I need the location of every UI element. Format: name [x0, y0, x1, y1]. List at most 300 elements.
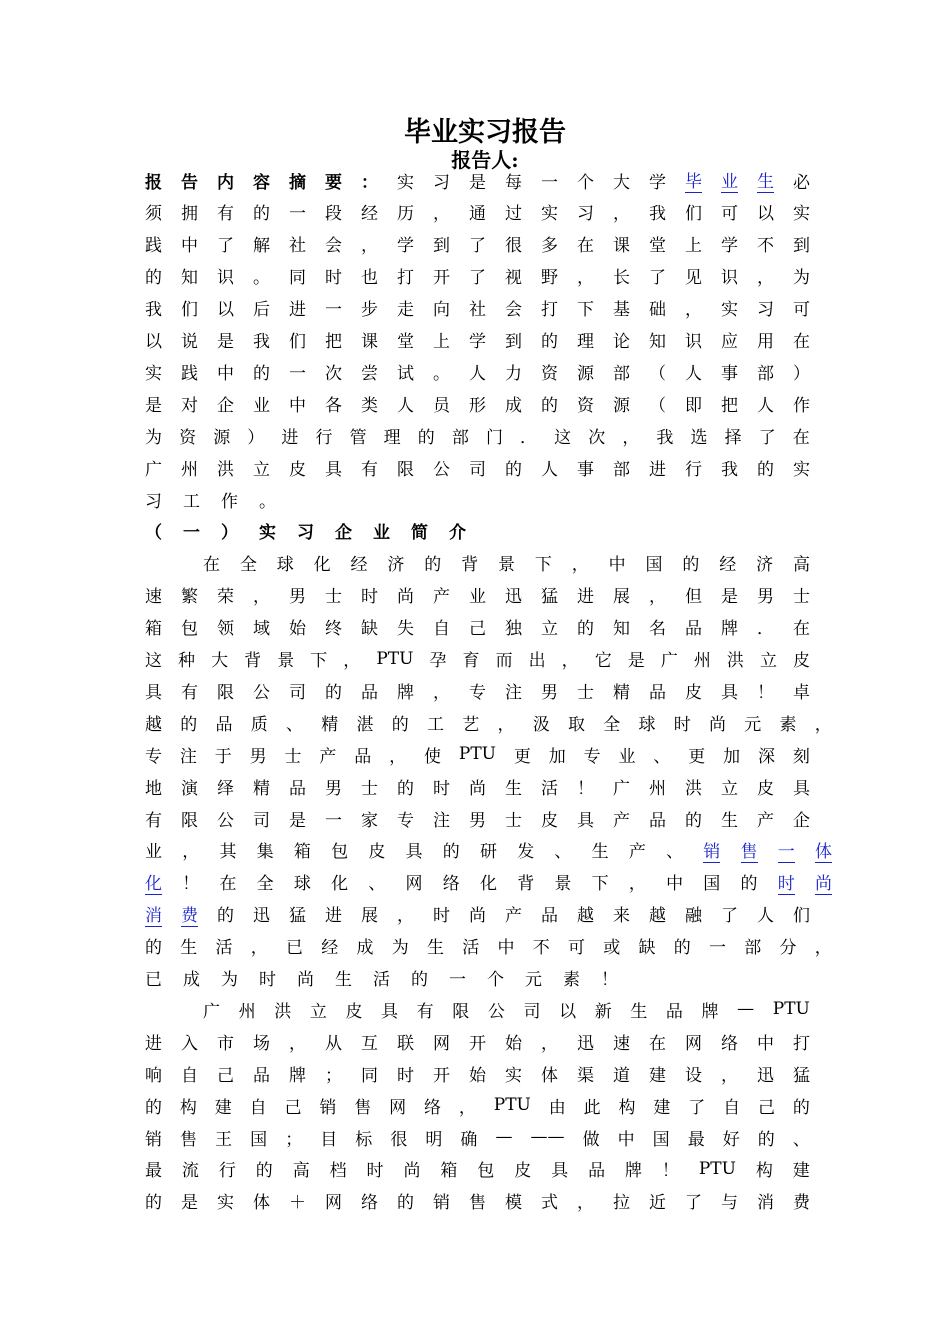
text-char: 猛	[541, 587, 558, 608]
text-char: 演	[181, 778, 198, 799]
text-char: 网	[325, 1193, 342, 1214]
text-char: 到	[433, 236, 450, 257]
text-char: 产	[319, 746, 337, 767]
text-char: 中	[757, 1033, 774, 1054]
hyperlink-char[interactable]: 时	[778, 869, 795, 895]
text-char: 实	[217, 1193, 234, 1214]
text-char: 高	[292, 1161, 310, 1182]
hyperlink-char[interactable]: 尚	[815, 869, 832, 895]
text-char: 野	[541, 268, 558, 289]
hyperlink-char[interactable]: 销	[703, 837, 720, 863]
text-char: 王	[215, 1129, 233, 1150]
text-char: 员	[433, 395, 450, 416]
text-char: ，	[361, 236, 378, 257]
text-char: 见	[685, 268, 702, 289]
text-char: 更	[513, 746, 531, 767]
text-char: 是	[181, 1193, 198, 1214]
text-char: 力	[505, 363, 522, 384]
text-char: 一	[449, 970, 466, 990]
text-char: 终	[325, 619, 342, 640]
text-char: 中	[289, 395, 306, 416]
text-char: 其	[219, 842, 237, 863]
text-char: 展	[361, 906, 378, 927]
text-char: 自	[181, 1065, 198, 1086]
text-char: 在	[649, 1033, 666, 1054]
text-char: 识	[721, 268, 738, 289]
text-char: 男	[249, 746, 267, 767]
text-char: 一	[183, 523, 200, 544]
text-char: 可	[721, 204, 738, 225]
text-char: 会	[505, 300, 522, 321]
text-char: 迅	[757, 1065, 774, 1086]
text-char: PTU	[458, 744, 496, 765]
text-char: 的	[253, 204, 270, 225]
text-char: 有	[145, 810, 162, 831]
text-char: 发	[517, 842, 535, 863]
text-char: 实	[505, 1065, 522, 1086]
text-line	[145, 1057, 810, 1089]
text-char: 迅	[253, 906, 270, 927]
text-char: 品	[215, 714, 233, 735]
text-line	[145, 1153, 810, 1185]
text-char: 开	[433, 1065, 450, 1086]
text-char: 化	[479, 874, 497, 895]
text-char: 是	[289, 810, 306, 831]
text-char: 进	[649, 459, 666, 480]
text-char: 售	[469, 1193, 486, 1214]
text-line	[145, 419, 810, 451]
text-char: 男	[289, 587, 306, 608]
text-char: 择	[724, 427, 742, 448]
text-char: 刻	[792, 746, 810, 767]
text-char: 更	[688, 746, 706, 767]
text-char: 了	[469, 236, 486, 257]
text-char: 到	[793, 236, 810, 257]
text-line	[145, 324, 810, 356]
text-char: 近	[649, 1193, 666, 1214]
text-char: 皮	[514, 1161, 532, 1182]
text-char: 尚	[469, 778, 486, 799]
text-char: 了	[685, 1193, 702, 1214]
text-char: 时	[397, 1065, 414, 1086]
text-char: ，	[757, 268, 774, 289]
text-char: 大	[211, 651, 229, 671]
text-char: 了	[758, 427, 776, 448]
text-char: 具	[577, 810, 594, 831]
text-char: 包	[181, 619, 198, 640]
text-char: 容	[253, 172, 270, 193]
text-char: 识	[217, 268, 234, 289]
text-char: 皮	[289, 459, 306, 480]
text-char: 试	[397, 363, 414, 384]
text-char: 始	[505, 1033, 522, 1054]
text-char: 为	[391, 938, 409, 959]
text-char: 已	[286, 938, 303, 959]
text-char: 了	[217, 236, 234, 257]
hyperlink-char[interactable]: 毕	[685, 167, 702, 193]
text-char: ．	[757, 619, 774, 640]
text-char: 具	[793, 778, 810, 799]
text-char: 以	[145, 332, 162, 352]
text-char: 产	[628, 842, 646, 863]
text-char: 次	[325, 363, 342, 384]
text-char: ．	[520, 427, 538, 448]
text-char: 的	[673, 938, 691, 959]
text-char: 的	[577, 619, 594, 640]
text-char: 时	[325, 268, 342, 289]
text-char: 下	[577, 300, 594, 321]
text-char: 一	[709, 938, 726, 959]
text-char: 具	[381, 1001, 399, 1022]
text-char: 时	[259, 970, 276, 990]
text-char: ）	[221, 523, 238, 544]
text-char: 的	[792, 1097, 810, 1118]
text-char: 具	[325, 459, 342, 480]
text-char: 基	[613, 300, 630, 321]
text-line	[145, 260, 810, 292]
text-char: 背	[461, 555, 479, 576]
text-char: 销	[433, 1193, 450, 1214]
text-char: 模	[505, 1193, 522, 1214]
text-char: 牌	[289, 1065, 306, 1086]
text-char: 源	[213, 427, 231, 448]
text-char: 说	[181, 332, 198, 352]
text-char: 生	[180, 938, 198, 959]
text-char: 过	[505, 204, 522, 225]
text-char: 立	[759, 651, 777, 671]
text-char: 士	[325, 587, 342, 608]
text-char: 或	[603, 938, 621, 959]
hyperlink-char[interactable]: 体	[815, 837, 832, 863]
text-char: 、	[653, 746, 671, 767]
text-char: ＋	[289, 1193, 306, 1214]
text-char: 的	[217, 906, 234, 927]
text-char: 的	[757, 1129, 775, 1150]
text-char: 习	[433, 172, 450, 193]
text-char: 己	[217, 1065, 234, 1086]
text-char: 行	[685, 459, 702, 480]
text-char: （	[649, 395, 666, 416]
text-char: 化	[331, 874, 349, 895]
text-char: 全	[603, 714, 621, 735]
text-char: 品	[361, 682, 378, 703]
text-char: 但	[685, 587, 702, 608]
text-char: 国	[703, 874, 721, 895]
text-line	[145, 674, 810, 706]
text-char: 专	[469, 682, 486, 703]
text-char: 牌	[701, 1001, 719, 1022]
text-char: 名	[649, 619, 666, 640]
text-char: 作	[221, 491, 238, 512]
text-char: 一	[325, 810, 342, 831]
text-char: 道	[613, 1065, 630, 1086]
text-char: 理	[383, 427, 401, 448]
text-char: 立	[541, 619, 558, 640]
text-char: 公	[253, 682, 270, 703]
text-char: ，	[433, 204, 450, 225]
text-char: PTU	[772, 999, 810, 1020]
text-char: 是	[145, 395, 162, 416]
text-line	[145, 993, 810, 1025]
text-char: 的	[397, 1193, 414, 1214]
text-char: ，	[571, 555, 589, 576]
text-char: 全	[256, 874, 274, 895]
text-char: 、	[666, 842, 684, 863]
text-char: 的	[424, 555, 442, 576]
text-char: 球	[276, 555, 294, 576]
text-char: 的	[505, 459, 522, 480]
text-char: 人	[469, 363, 486, 384]
text-line	[145, 547, 810, 579]
text-char: ！	[182, 874, 200, 895]
document-title: 毕业实习报告	[404, 117, 566, 148]
text-char: 报	[145, 172, 162, 193]
text-char: 的	[442, 842, 460, 863]
text-char: 走	[397, 300, 414, 321]
text-char: 生	[591, 842, 609, 863]
text-char: 明	[425, 1129, 443, 1150]
text-char: 生	[335, 970, 352, 990]
text-char: 限	[452, 1001, 470, 1022]
text-line	[145, 355, 810, 387]
text-char: 联	[397, 1033, 414, 1054]
text-char: 大	[613, 172, 630, 193]
text-char: 为	[221, 970, 238, 990]
text-char: 上	[685, 236, 702, 257]
text-char: 生	[427, 938, 444, 959]
text-char: 领	[217, 619, 234, 640]
text-char: 确	[460, 1129, 478, 1150]
text-char: 。	[259, 491, 276, 512]
text-line	[145, 1121, 810, 1153]
text-char: 经	[321, 938, 339, 959]
text-char: 学	[721, 236, 738, 257]
text-char: 摘	[289, 172, 306, 193]
text-char: （	[145, 523, 162, 544]
text-char: ，	[628, 874, 646, 895]
text-line	[145, 387, 810, 419]
text-line	[145, 802, 810, 834]
text-char: 内	[217, 172, 234, 193]
text-char: PTU	[493, 1095, 531, 1116]
text-char: 时	[433, 906, 450, 927]
text-char: 业	[373, 523, 390, 544]
text-char: 开	[433, 268, 450, 289]
text-char: 公	[217, 810, 234, 831]
text-char: 男	[541, 682, 558, 703]
text-char: 下	[534, 555, 552, 576]
text-line	[145, 962, 810, 994]
text-char: 同	[361, 1065, 378, 1086]
text-char: 自	[723, 1097, 741, 1118]
text-char: 卓	[793, 682, 810, 703]
text-char: 类	[361, 395, 378, 416]
text-char: 来	[613, 906, 630, 927]
text-char: 洪	[726, 651, 744, 671]
text-char: 们	[181, 300, 198, 321]
text-char: 尚	[469, 906, 486, 927]
text-char: 不	[757, 236, 774, 257]
text-char: 部	[613, 363, 630, 384]
text-char: ，	[289, 1033, 306, 1054]
text-char: 部	[744, 938, 762, 959]
text-char: 资	[179, 427, 197, 448]
text-char: 视	[505, 268, 522, 289]
text-char: 行	[315, 427, 333, 448]
text-char: 深	[757, 746, 775, 767]
text-char: ）	[247, 427, 265, 448]
text-char: 越	[577, 906, 594, 927]
text-char: 我	[649, 204, 666, 225]
text-char: 经	[350, 555, 368, 576]
hyperlink-char[interactable]: 化	[145, 869, 162, 895]
text-char: ）	[793, 363, 810, 384]
text-char: 家	[361, 810, 378, 831]
text-char: 实	[721, 300, 738, 321]
text-char: 好	[722, 1129, 740, 1150]
text-char: 市	[217, 1033, 234, 1054]
text-char: 一	[541, 172, 558, 193]
text-char: 品	[354, 746, 372, 767]
text-char: 场	[253, 1033, 270, 1054]
text-char: ！	[661, 1161, 679, 1182]
text-char: 网	[389, 1097, 407, 1118]
text-char: 业	[145, 842, 162, 863]
text-char: 我	[656, 427, 674, 448]
text-line	[145, 483, 810, 515]
text-char: 具	[145, 682, 162, 703]
hyperlink-char[interactable]: 消	[145, 901, 162, 927]
text-char: 一	[289, 363, 306, 384]
text-char: 皮	[368, 842, 386, 863]
text-line	[145, 451, 810, 483]
text-char: 多	[541, 236, 558, 257]
text-char: 我	[721, 459, 738, 480]
text-char: 经	[361, 204, 378, 225]
text-char: 业	[469, 587, 486, 608]
text-char: 的	[397, 778, 414, 799]
text-char: 体	[253, 1193, 270, 1214]
text-char: 部	[613, 459, 630, 480]
text-char: 艺	[462, 714, 480, 735]
text-char: 了	[721, 906, 738, 927]
text-char: ，	[389, 746, 407, 767]
text-char: 而	[495, 651, 513, 671]
text-char: 精	[321, 714, 339, 735]
hyperlink-char[interactable]: 费	[181, 901, 198, 927]
text-char: 实	[145, 363, 162, 384]
hyperlink-char[interactable]: 业	[721, 167, 738, 193]
text-char: ，	[685, 300, 702, 321]
text-char: 具	[551, 1161, 569, 1182]
text-char: 知	[613, 619, 630, 640]
text-char: 化	[313, 555, 331, 576]
text-char: 进	[281, 427, 299, 448]
hyperlink-char[interactable]: 售	[741, 837, 758, 863]
text-char: 最	[687, 1129, 705, 1150]
text-char: 品	[649, 682, 666, 703]
text-char: 的	[757, 459, 774, 480]
text-char: 尚	[297, 970, 314, 990]
text-char: ，	[253, 587, 270, 608]
text-char: ，	[433, 682, 450, 703]
text-char: 们	[793, 906, 810, 927]
text-char: 皮	[345, 1001, 363, 1022]
text-char: 生	[630, 1001, 648, 1022]
text-char: 公	[433, 459, 450, 480]
text-char: 时	[361, 587, 378, 608]
text-char: 越	[649, 906, 666, 927]
hyperlink-char[interactable]: 一	[778, 837, 795, 863]
text-char: 品	[588, 1161, 606, 1182]
text-char: 业	[618, 746, 636, 767]
text-char: 标	[355, 1129, 373, 1150]
hyperlink-char[interactable]: 生	[757, 167, 774, 193]
text-char: 中	[666, 874, 684, 895]
text-char: 应	[721, 332, 738, 352]
text-char: 在	[792, 427, 810, 448]
text-char: 背	[244, 651, 262, 671]
text-char: 须	[145, 204, 162, 225]
text-char: 加	[548, 746, 566, 767]
text-char: 络	[361, 1193, 378, 1214]
text-char: 国	[652, 1129, 670, 1150]
text-char: 取	[568, 714, 585, 735]
text-char: 背	[517, 874, 535, 895]
text-char: 猛	[289, 906, 306, 927]
text-char: 司	[289, 682, 306, 703]
text-char: 具	[721, 682, 738, 703]
text-char: 理	[577, 332, 594, 352]
text-char: ；	[325, 1065, 342, 1086]
text-char: 进	[577, 587, 594, 608]
text-char: 资	[577, 395, 594, 416]
text-char: 行	[218, 1161, 236, 1182]
text-char: 失	[397, 619, 414, 640]
text-char: 践	[181, 363, 198, 384]
text-char: ，	[250, 938, 268, 959]
text-char: 济	[387, 555, 405, 576]
text-char: 尚	[709, 714, 726, 735]
text-char: 分	[779, 938, 797, 959]
text-char: 公	[487, 1001, 505, 1022]
text-char: PTU	[376, 648, 414, 669]
text-char: 的	[145, 938, 162, 959]
text-char: 进	[325, 906, 342, 927]
text-char: 知	[649, 332, 666, 352]
text-char: 有	[361, 459, 378, 480]
text-char: 中	[608, 555, 626, 576]
text-char: 人	[757, 906, 774, 927]
text-char: 用	[757, 332, 774, 352]
text-char: ，	[343, 651, 361, 671]
text-char: —	[737, 999, 755, 1020]
text-char: 事	[577, 459, 594, 480]
text-char: 湛	[356, 714, 374, 735]
text-char: 。	[253, 268, 270, 289]
text-char: 皮	[541, 810, 558, 831]
text-char: 成	[183, 970, 200, 990]
text-char: 国	[645, 555, 663, 576]
text-char: 简	[411, 523, 428, 544]
text-char: 生	[505, 778, 522, 799]
text-char: 专	[145, 746, 162, 767]
text-line	[145, 196, 810, 228]
text-char: 出	[528, 651, 546, 671]
text-char: 研	[479, 842, 497, 863]
text-char: 士	[577, 682, 594, 703]
text-char: 学	[649, 172, 666, 193]
